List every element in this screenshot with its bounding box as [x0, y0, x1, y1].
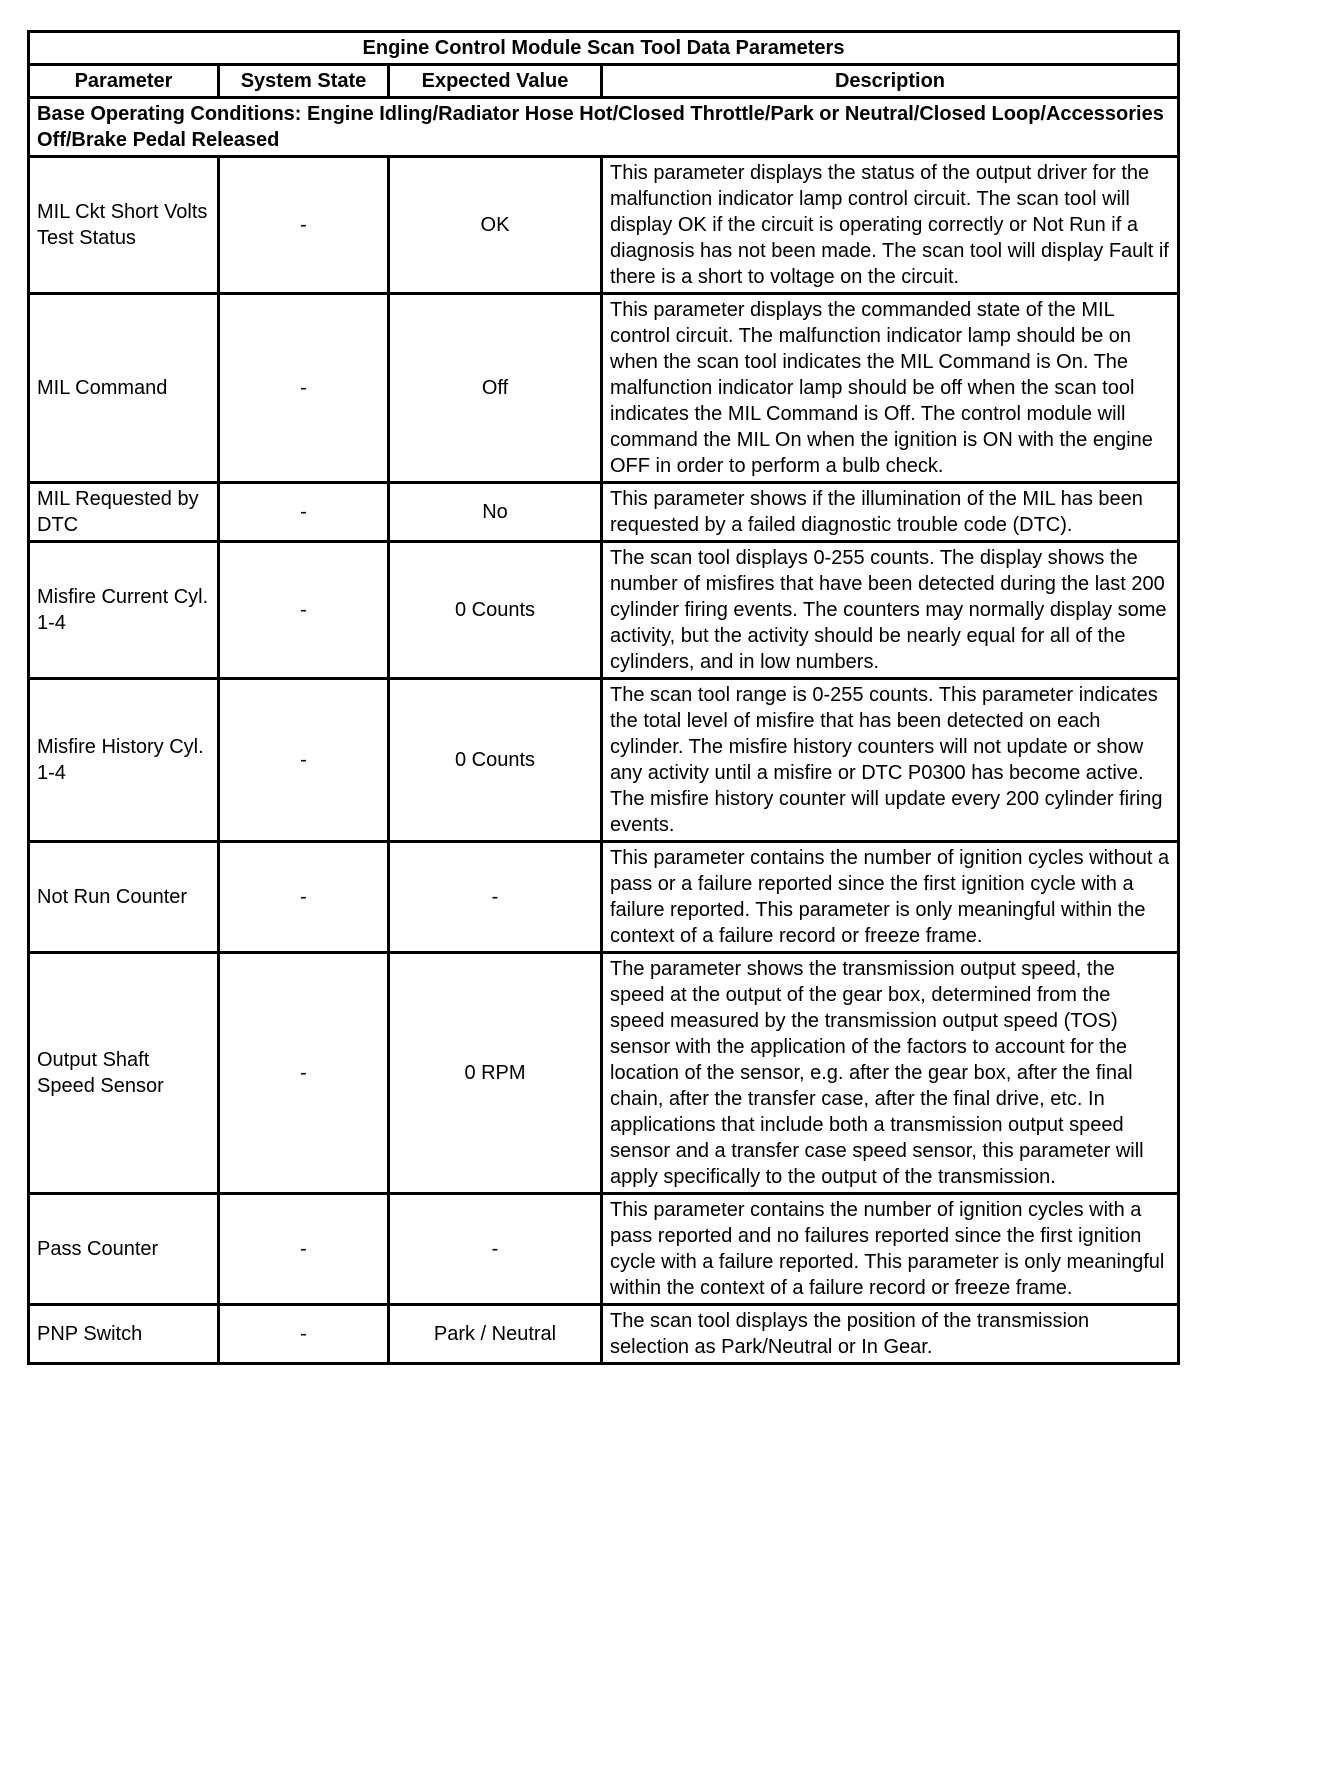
expected-value-cell: 0 RPM	[389, 953, 602, 1194]
table-row	[29, 483, 1179, 542]
parameter-cell: MIL Command	[29, 294, 219, 483]
parameter-cell: PNP Switch	[29, 1305, 219, 1364]
table-row	[29, 953, 1179, 1194]
table-row	[29, 1194, 1179, 1305]
table-row	[29, 842, 1179, 953]
parameter-cell: Misfire History Cyl. 1-4	[29, 679, 219, 842]
base-operating-conditions: Base Operating Conditions: Engine Idling/Radiator Hose Hot/Closed Throttle/Park or Neutral/Closed Loop/Accessories Off/Brake Pedal Released	[29, 98, 1179, 157]
expected-value-cell: No	[389, 483, 602, 542]
expected-value-cell: -	[389, 842, 602, 953]
column-header-description: Description	[602, 65, 1179, 98]
description-cell: This parameter shows if the illumination of the MIL has been requested by a failed diagnostic trouble code (DTC).	[602, 483, 1179, 542]
scan-tool-data-table	[27, 30, 1180, 1365]
parameter-cell: Not Run Counter	[29, 842, 219, 953]
table-row	[29, 542, 1179, 679]
column-header-parameter: Parameter	[29, 65, 219, 98]
expected-value-cell: 0 Counts	[389, 679, 602, 842]
expected-value-cell: -	[389, 1194, 602, 1305]
column-header-system-state: System State	[219, 65, 389, 98]
system-state-cell: -	[219, 294, 389, 483]
expected-value-cell: 0 Counts	[389, 542, 602, 679]
table-title-row	[29, 32, 1179, 65]
system-state-cell: -	[219, 842, 389, 953]
system-state-cell: -	[219, 157, 389, 294]
parameter-cell: Misfire Current Cyl. 1-4	[29, 542, 219, 679]
system-state-cell: -	[219, 1194, 389, 1305]
column-header-expected-value: Expected Value	[389, 65, 602, 98]
description-cell: This parameter displays the status of the output driver for the malfunction indicator lamp control circuit. The scan tool will display OK if the circuit is operating correctly or Not Run if a diagnosis has not been made. The scan tool will display Fault if there is a short to voltage on the circuit.	[602, 157, 1179, 294]
parameter-cell: MIL Requested by DTC	[29, 483, 219, 542]
section-header-row	[29, 98, 1179, 157]
description-cell: This parameter displays the commanded state of the MIL control circuit. The malfunction indicator lamp should be on when the scan tool indicates the MIL Command is On. The malfunction indicator lamp should be off when the scan tool indicates the MIL Command is Off. The control module will command the MIL On when the ignition is ON with the engine OFF in order to perform a bulb check.	[602, 294, 1179, 483]
system-state-cell: -	[219, 483, 389, 542]
expected-value-cell: Off	[389, 294, 602, 483]
system-state-cell: -	[219, 1305, 389, 1364]
description-cell: The scan tool displays the position of the transmission selection as Park/Neutral or In Gear.	[602, 1305, 1179, 1364]
parameter-cell: MIL Ckt Short Volts Test Status	[29, 157, 219, 294]
parameter-cell: Output Shaft Speed Sensor	[29, 953, 219, 1194]
system-state-cell: -	[219, 679, 389, 842]
description-cell: The scan tool range is 0-255 counts. This parameter indicates the total level of misfire that has been detected on each cylinder. The misfire history counters will not update or show any activity until a misfire or DTC P0300 has become active. The misfire history counter will update every 200 cylinder firing events.	[602, 679, 1179, 842]
table-row	[29, 157, 1179, 294]
description-cell: The scan tool displays 0-255 counts. The display shows the number of misfires that have been detected during the last 200 cylinder firing events. The counters may normally display some activity, but the activity should be nearly equal for all of the cylinders, and in low numbers.	[602, 542, 1179, 679]
system-state-cell: -	[219, 542, 389, 679]
table-title: Engine Control Module Scan Tool Data Parameters	[29, 32, 1179, 65]
system-state-cell: -	[219, 953, 389, 1194]
expected-value-cell: Park / Neutral	[389, 1305, 602, 1364]
column-header-row	[29, 65, 1179, 98]
table-row	[29, 679, 1179, 842]
parameter-cell: Pass Counter	[29, 1194, 219, 1305]
description-cell: The parameter shows the transmission output speed, the speed at the output of the gear box, determined from the speed measured by the transmission output speed (TOS) sensor with the application of the factors to account for the location of the sensor, e.g. after the gear box, after the final chain, after the transfer case, after the final drive, etc. In applications that include both a transmission output speed sensor and a transfer case speed sensor, this parameter will apply specifically to the output of the transmission.	[602, 953, 1179, 1194]
description-cell: This parameter contains the number of ignition cycles without a pass or a failure reported since the first ignition cycle with a failure reported. This parameter is only meaningful within the context of a failure record or freeze frame.	[602, 842, 1179, 953]
table-row	[29, 294, 1179, 483]
table-row	[29, 1305, 1179, 1364]
description-cell: This parameter contains the number of ignition cycles with a pass reported and no failures reported since the first ignition cycle with a failure reported. This parameter is only meaningful within the context of a failure record or freeze frame.	[602, 1194, 1179, 1305]
expected-value-cell: OK	[389, 157, 602, 294]
